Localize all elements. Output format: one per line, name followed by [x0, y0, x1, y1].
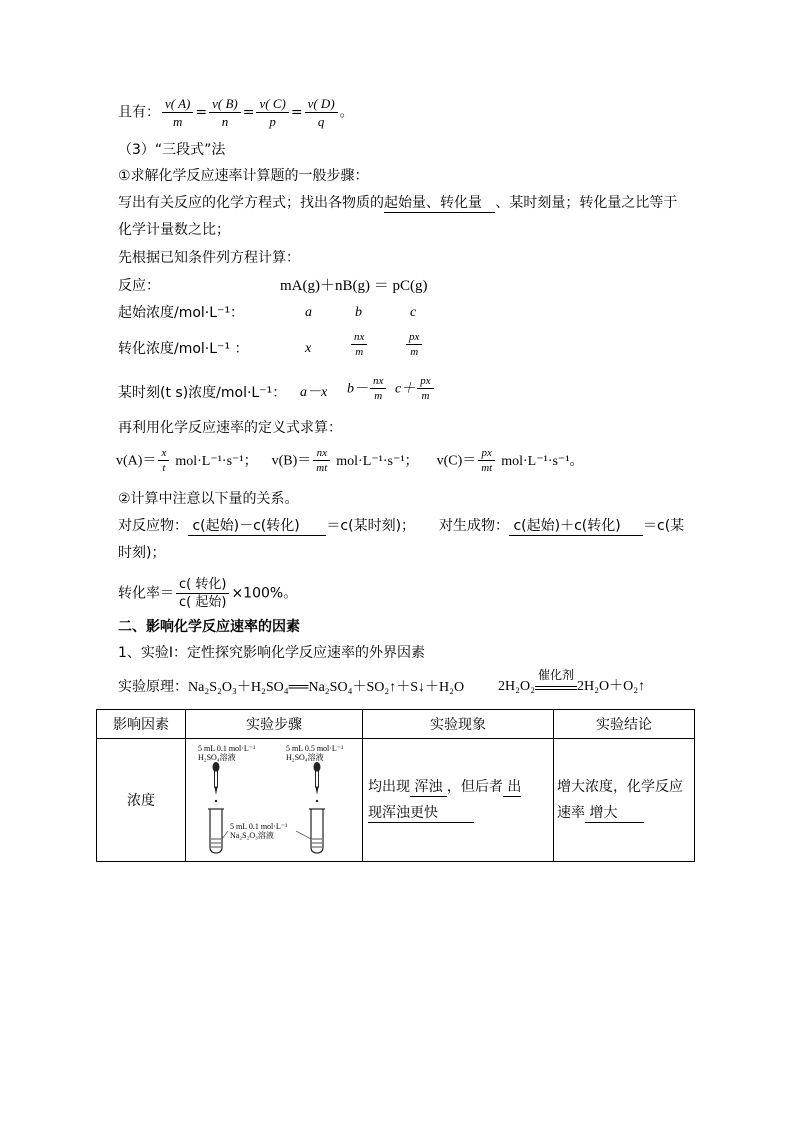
- ratio-frac-b: $\frac{v( B)}{n}$: [209, 95, 241, 130]
- moment-b: b－ $\frac{nx}{m}$: [347, 374, 388, 403]
- ratio-frac-c: $\frac{v( C)}{p}$: [256, 95, 288, 130]
- reagent-right-label: 5 mL 0.5 mol·L⁻¹ H₂SO₄溶液: [286, 744, 344, 762]
- moment-c: c＋ $\frac{px}{m}$: [395, 374, 436, 403]
- reagent-left-label: 5 mL 0.1 mol·L⁻¹ H₂SO₄溶液: [198, 744, 256, 762]
- step2-text: ②计算中注意以下量的关系。: [118, 491, 299, 507]
- blank-converted: 转化量: [440, 194, 495, 213]
- change-frac-b: $\frac{nx}{m}$: [349, 330, 369, 359]
- apparatus-figure: [186, 739, 362, 861]
- moment-label: 某时刻(t s)浓度/mol·L⁻¹：: [118, 385, 287, 401]
- rate-ratio-lead: 且有：: [118, 104, 160, 121]
- initial-b: b: [355, 305, 362, 320]
- initial-label: 起始浓度/mol·L⁻¹：: [118, 305, 245, 321]
- test-tube-diagram: [186, 739, 362, 861]
- experiment-table: [96, 709, 695, 862]
- principle-line: 实验原理：Na₂S₂O₃＋H₂SO₄══Na₂SO₄＋SO₂↑＋S↓＋H₂O: [118, 679, 465, 695]
- moment-a: a－x: [300, 385, 328, 400]
- steps-line3: 先根据已知条件列方程计算：: [118, 250, 300, 266]
- initial-a: a: [305, 305, 312, 320]
- change-label: 转化浓度/mol·L⁻¹ ：: [118, 341, 249, 357]
- dropper-right-icon: [314, 762, 321, 802]
- catalyst-label: 催化剂: [537, 668, 574, 682]
- header-conclusion: 实验结论: [554, 710, 695, 739]
- initial-c: c: [410, 305, 417, 320]
- dropper-left-icon: [213, 762, 220, 802]
- blank-initial: 起始量: [384, 195, 426, 211]
- steps-line2: 化学计量数之比；: [118, 222, 230, 238]
- blank-product: c(起始)＋c(转化): [509, 517, 643, 536]
- reaction-label: 反应：: [118, 278, 160, 294]
- definition-line: 再利用化学反应速率的定义式求算：: [118, 420, 342, 436]
- table-row: [97, 739, 695, 862]
- three-step-heading: （3）“三段式”法: [118, 142, 226, 158]
- cell-phenomena: 均出现 浑浊 ，但后者 出 现浑浊更快: [363, 739, 554, 862]
- blank-reactant: c(起始)－c(转化): [188, 517, 326, 536]
- blank-turbid: 浑浊: [410, 778, 447, 797]
- test-tube-left-icon: [208, 809, 224, 853]
- header-steps: 实验步骤: [186, 710, 363, 739]
- test-tube-right-icon: [309, 809, 325, 853]
- rate-formulas: v(A)＝ $\frac{x}{t}$ mol·L⁻¹·s⁻¹； v(B)＝ $\frac{nx}{mt}$ mol·L⁻¹·s⁻¹； v(C)＝ $\frac{px}{mt}$ mol·L⁻¹·s⁻¹。: [116, 447, 584, 474]
- conversion-line: 转化率＝ $\frac{\text{c( 转化)}}{\text{c( 起始)}}$ ×100%。: [118, 577, 298, 610]
- ratio-frac-a: $\frac{v( A)}{m}$: [162, 95, 193, 130]
- cell-factor: 浓度: [97, 739, 186, 862]
- section2-title: 二、影响化学反应速率的因素: [118, 619, 300, 635]
- header-phenomena: 实验现象: [363, 710, 554, 739]
- cell-conclusion: 增大浓度，化学反应 速率 增大: [554, 739, 695, 862]
- step1-text: ①求解化学反应速率计算题的一般步骤：: [118, 168, 369, 184]
- cell-steps: [186, 739, 363, 862]
- experiment1-title: 1、实验Ⅰ：定性探究影响化学反应速率的外界因素: [118, 645, 426, 661]
- rate-ratio-line: 且有： $\frac{v( A)}{m}$ = $\frac{v( B)}{n}$ = $\frac{v( C)}{p}$ = $\frac{v( D)}{q}$ 。: [118, 96, 354, 129]
- change-frac-c: $\frac{px}{m}$: [404, 330, 424, 359]
- blank-increase: 增大: [585, 804, 644, 823]
- header-factor: 影响因素: [97, 710, 186, 739]
- principle-eq1: Na₂S₂O₃＋H₂SO₄══Na₂SO₄＋SO₂↑＋S↓＋H₂O: [188, 680, 465, 695]
- blank-faster-a: 出: [503, 778, 521, 797]
- product-line2: 时刻)；: [118, 545, 166, 561]
- blank-faster-b: 现浑浊更快: [368, 804, 474, 823]
- table-header-row: [97, 710, 695, 739]
- steps-line1: 写出有关反应的化学方程式；找出各物质的起始量、转化量 、某时刻量；转化量之比等于: [118, 195, 678, 211]
- ratio-frac-d: $\frac{v( D)}{q}$: [305, 95, 338, 130]
- reactant-product-line: 对反应物： c(起始)－c(转化) ＝c(某时刻)； 对生成物： c(起始)＋c(转化) ＝c(某: [118, 518, 685, 534]
- reagent-bottom-label: 5 mL 0.1 mol·L⁻¹ Na₂S₂O₃溶液: [230, 822, 288, 840]
- change-x: x: [305, 341, 312, 356]
- reaction-equation: mA(g)＋nB(g) ＝ pC(g): [280, 278, 428, 294]
- principle-eq2: 2H₂O₂ 催化剂 2H₂O＋O₂↑: [498, 677, 645, 697]
